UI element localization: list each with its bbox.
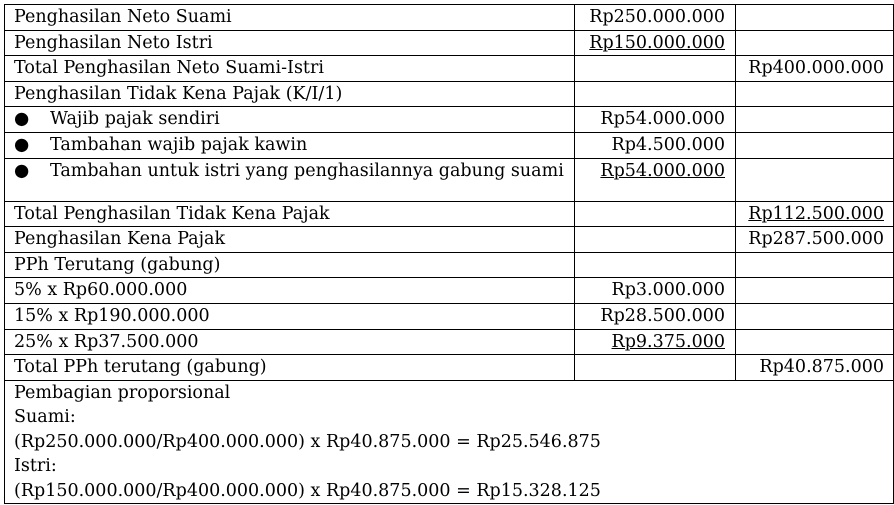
table-row (5, 303, 894, 329)
row-amount (575, 201, 736, 227)
row-label: Total Penghasilan Neto Suami-Istri (5, 56, 575, 82)
row-amount: Rp28.500.000 (575, 303, 736, 329)
bullet-text: Tambahan untuk istri yang penghasilannya gabung suami (50, 160, 564, 181)
table-row (5, 355, 894, 381)
row-total (736, 5, 894, 31)
tax-calculation-table (4, 4, 894, 504)
row-amount: Rp54.000.000 (575, 158, 736, 201)
bullet-icon: ● (14, 109, 30, 130)
table-row (5, 132, 894, 158)
bullet-text: Wajib pajak sendiri (50, 109, 220, 130)
table-row (5, 201, 894, 227)
table-row (5, 252, 894, 278)
row-label (5, 158, 575, 201)
table-row (5, 227, 894, 253)
row-label (5, 132, 575, 158)
table-row (5, 278, 894, 304)
bullet-icon: ● (14, 134, 30, 155)
row-amount: Rp54.000.000 (575, 107, 736, 133)
row-amount (575, 252, 736, 278)
row-total (736, 303, 894, 329)
proportional-allocation-cell (5, 380, 894, 504)
row-total (736, 329, 894, 355)
row-amount: Rp9.375.000 (575, 329, 736, 355)
table-row (5, 158, 894, 201)
table-row (5, 5, 894, 31)
row-total: Rp400.000.000 (736, 56, 894, 82)
summary-wife-formula: (Rp150.000.000/Rp400.000.000) x Rp40.875.000 = Rp15.328.125 (14, 480, 601, 501)
bullet-text: Tambahan wajib pajak kawin (50, 134, 308, 155)
row-total: Rp40.875.000 (736, 355, 894, 381)
row-total: Rp112.500.000 (736, 201, 894, 227)
row-total (736, 132, 894, 158)
table-row (5, 30, 894, 56)
row-amount (575, 56, 736, 82)
summary-husband-label: Suami: (14, 407, 76, 428)
table-row (5, 56, 894, 82)
row-amount: Rp250.000.000 (575, 5, 736, 31)
row-label: 15% x Rp190.000.000 (5, 303, 575, 329)
row-total (736, 30, 894, 56)
row-amount: Rp4.500.000 (575, 132, 736, 158)
row-total (736, 278, 894, 304)
row-label: Penghasilan Tidak Kena Pajak (K/I/1) (5, 81, 575, 107)
row-total (736, 107, 894, 133)
row-amount: Rp150.000.000 (575, 30, 736, 56)
row-label: 25% x Rp37.500.000 (5, 329, 575, 355)
row-total (736, 252, 894, 278)
row-amount (575, 355, 736, 381)
row-total (736, 81, 894, 107)
summary-row (5, 380, 894, 504)
table-row (5, 107, 894, 133)
row-label: Total PPh terutang (gabung) (5, 355, 575, 381)
row-label: 5% x Rp60.000.000 (5, 278, 575, 304)
row-label: Penghasilan Neto Suami (5, 5, 575, 31)
row-label: Total Penghasilan Tidak Kena Pajak (5, 201, 575, 227)
table-row (5, 329, 894, 355)
row-label (5, 107, 575, 133)
row-amount (575, 227, 736, 253)
row-amount (575, 81, 736, 107)
row-label: Penghasilan Neto Istri (5, 30, 575, 56)
row-label: Penghasilan Kena Pajak (5, 227, 575, 253)
row-total: Rp287.500.000 (736, 227, 894, 253)
summary-husband-formula: (Rp250.000.000/Rp400.000.000) x Rp40.875.000 = Rp25.546.875 (14, 431, 601, 452)
summary-wife-label: Istri: (14, 456, 57, 477)
row-amount: Rp3.000.000 (575, 278, 736, 304)
table-row (5, 81, 894, 107)
summary-heading: Pembagian proporsional (14, 382, 231, 403)
row-label: PPh Terutang (gabung) (5, 252, 575, 278)
row-total (736, 158, 894, 201)
bullet-icon: ● (14, 160, 30, 181)
